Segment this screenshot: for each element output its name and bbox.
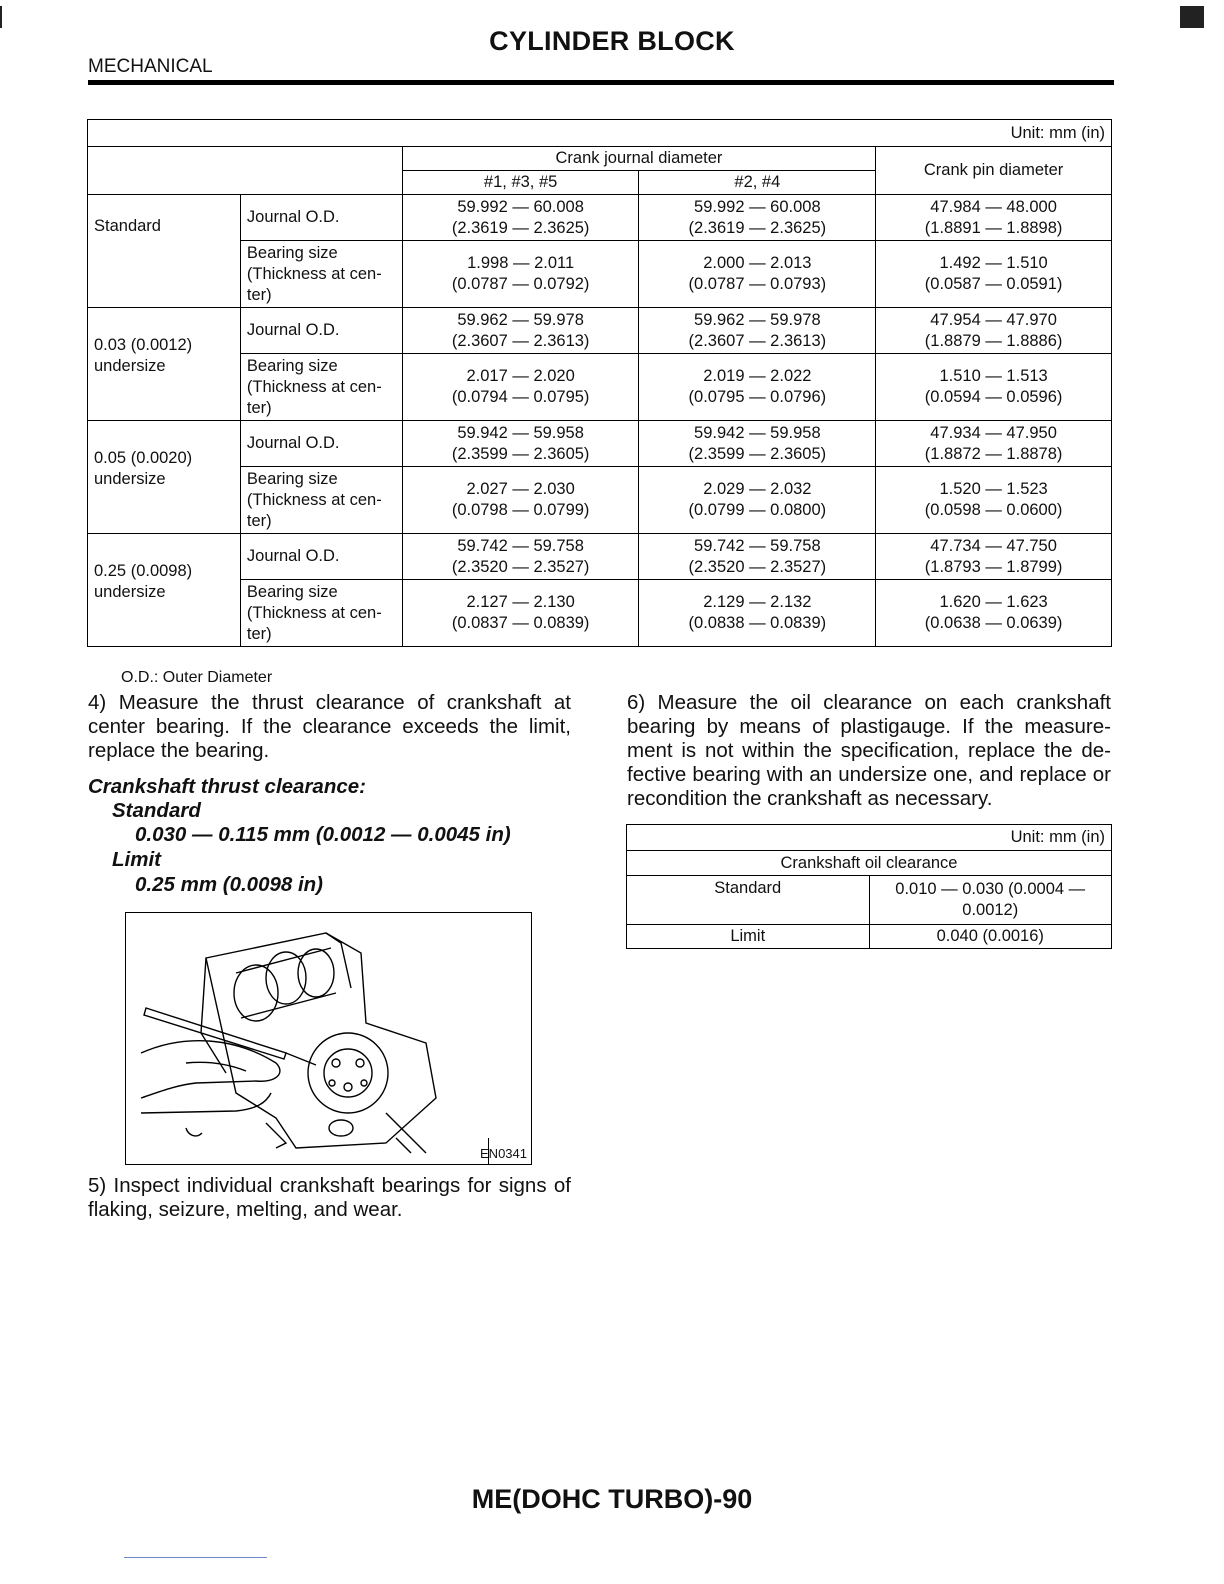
figure-code: EN0341	[480, 1146, 527, 1161]
unit-label: Unit: mm (in)	[627, 825, 1112, 851]
table-row	[88, 354, 1112, 421]
cell: 59.742 — 59.758 (2.3520 — 2.3527)	[402, 534, 639, 580]
footer-line	[124, 1557, 267, 1558]
cell: 1.492 — 1.510 (0.0587 — 0.0591)	[876, 241, 1112, 308]
limit-value: 0.040 (0.0016)	[869, 925, 1112, 949]
thrust-spec-label: Crankshaft thrust clearance:	[88, 775, 366, 798]
page-number: ME(DOHC TURBO)-90	[471, 1484, 753, 1514]
crank-pin-header: Crank pin diameter	[876, 147, 1112, 195]
row-label: Bearing size (Thickness at cen- ter)	[240, 467, 402, 534]
crank-journal-header: Crank journal diameter	[402, 147, 875, 171]
section-label: MECHANICAL	[88, 56, 213, 77]
step-5-text: 5) Inspect individual crankshaft bearings for signs of flaking, seizure, melting, and wear.	[88, 1174, 571, 1221]
cell: 59.992 — 60.008 (2.3619 — 2.3625)	[402, 195, 639, 241]
row-label: Journal O.D.	[240, 195, 402, 241]
thrust-standard-value: 0.030 — 0.115 mm (0.0012 — 0.0045 in)	[135, 823, 511, 846]
journal-135-header: #1, #3, #5	[402, 171, 639, 195]
thrust-standard-label: Standard	[112, 799, 201, 822]
limit-label: Limit	[627, 925, 870, 949]
cell: 59.962 — 59.978 (2.3607 — 2.3613)	[402, 308, 639, 354]
table-row	[88, 467, 1112, 534]
oil-clearance-table	[626, 824, 1112, 949]
cell: 59.942 — 59.958 (2.3599 — 2.3605)	[402, 421, 639, 467]
cell: 1.620 — 1.623 (0.0638 — 0.0639)	[876, 580, 1112, 647]
crankshaft-illustration-icon	[126, 913, 530, 1163]
unit-label: Unit: mm (in)	[88, 120, 1112, 147]
cell: 2.027 — 2.030 (0.0798 — 0.0799)	[402, 467, 639, 534]
cell: 2.129 — 2.132 (0.0838 — 0.0839)	[639, 580, 876, 647]
row-label: Journal O.D.	[240, 421, 402, 467]
standard-value: 0.010 — 0.030 (0.0004 — 0.0012)	[869, 876, 1112, 925]
corner-mark-icon	[1180, 6, 1204, 28]
cell: 47.934 — 47.950 (1.8872 — 1.8878)	[876, 421, 1112, 467]
cell: 1.998 — 2.011 (0.0787 — 0.0792)	[402, 241, 639, 308]
cell: 47.734 — 47.750 (1.8793 — 1.8799)	[876, 534, 1112, 580]
table-row	[627, 876, 1112, 925]
blank-header	[88, 147, 403, 195]
crank-spec-table	[87, 119, 1112, 647]
header-rule	[88, 80, 1114, 85]
table-row	[88, 241, 1112, 308]
cell: 59.962 — 59.978 (2.3607 — 2.3613)	[639, 308, 876, 354]
table-row	[88, 308, 1112, 354]
step-4-text: 4) Measure the thrust clearance of crankshaft at center bearing. If the clearance exceeds the limit, replace the bearing.	[88, 691, 571, 762]
cell: 59.942 — 59.958 (2.3599 — 2.3605)	[639, 421, 876, 467]
table-row	[88, 534, 1112, 580]
step-6-text: 6) Measure the oil clearance on each crankshaft bearing by means of plastigauge. If the measure- ment is not within the specification, replace the de- fective bearing with an undersize one, and replace or recondition the crankshaft as necessary.	[627, 691, 1111, 810]
cell: 59.742 — 59.758 (2.3520 — 2.3527)	[639, 534, 876, 580]
page-title: CYLINDER BLOCK	[489, 26, 735, 56]
cell: 2.000 — 2.013 (0.0787 — 0.0793)	[639, 241, 876, 308]
group-label: Standard	[88, 195, 241, 308]
table-footnote: O.D.: Outer Diameter	[121, 669, 273, 686]
thrust-limit-value: 0.25 mm (0.0098 in)	[135, 873, 324, 896]
row-label: Bearing size (Thickness at cen- ter)	[240, 354, 402, 421]
group-label: 0.25 (0.0098) undersize	[88, 534, 241, 647]
row-label: Journal O.D.	[240, 534, 402, 580]
cell: 59.992 — 60.008 (2.3619 — 2.3625)	[639, 195, 876, 241]
cell: 2.017 — 2.020 (0.0794 — 0.0795)	[402, 354, 639, 421]
table-row	[88, 421, 1112, 467]
cell: 47.984 — 48.000 (1.8891 — 1.8898)	[876, 195, 1112, 241]
table-row	[627, 925, 1112, 949]
scan-edge-mark	[0, 6, 2, 28]
standard-label: Standard	[627, 876, 870, 925]
journal-24-header: #2, #4	[639, 171, 876, 195]
group-label: 0.05 (0.0020) undersize	[88, 421, 241, 534]
row-label: Journal O.D.	[240, 308, 402, 354]
table-row	[88, 195, 1112, 241]
thrust-clearance-figure	[125, 912, 532, 1165]
row-label: Bearing size (Thickness at cen- ter)	[240, 241, 402, 308]
cell: 2.029 — 2.032 (0.0799 — 0.0800)	[639, 467, 876, 534]
group-label: 0.03 (0.0012) undersize	[88, 308, 241, 421]
thrust-limit-label: Limit	[112, 848, 161, 871]
clearance-title: Crankshaft oil clearance	[627, 851, 1112, 876]
cell: 47.954 — 47.970 (1.8879 — 1.8886)	[876, 308, 1112, 354]
cell: 2.019 — 2.022 (0.0795 — 0.0796)	[639, 354, 876, 421]
cell: 1.510 — 1.513 (0.0594 — 0.0596)	[876, 354, 1112, 421]
cell: 1.520 — 1.523 (0.0598 — 0.0600)	[876, 467, 1112, 534]
table-row	[88, 580, 1112, 647]
row-label: Bearing size (Thickness at cen- ter)	[240, 580, 402, 647]
cell: 2.127 — 2.130 (0.0837 — 0.0839)	[402, 580, 639, 647]
